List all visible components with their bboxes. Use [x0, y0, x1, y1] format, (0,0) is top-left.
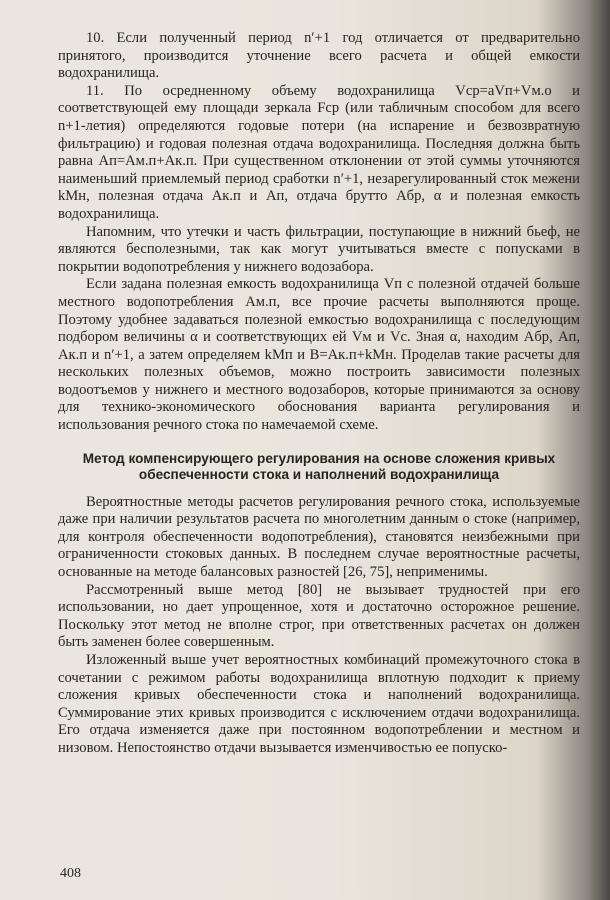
paragraph-10: 10. Если полученный период n′+1 год отличается от предварительно принятого, производится уточнение всего расчета и общей емкости водохранилища. [58, 30, 580, 82]
paragraph-curve-summation: Изложенный выше учет вероятностных комбинаций промежуточного стока в сочетании с режимом работы водохранилища вплотную подходит к приему сложения кривых обеспеченности стока и наполнений водохранилища. Суммирование этих кривых производится с исключением отдачи водохранилища. Его отдача изменяется даже при постоянном водопотреблении и местном и низовом. Непостоянство отдачи вызывается изменчивостью ее попуско- [58, 652, 580, 756]
section-heading: Метод компенсирующего регулирования на основе сложения кривых обеспеченности стока и наполнений водохранилища [82, 450, 556, 483]
paragraph-method-80: Рассмотренный выше метод [80] не вызывает трудностей при его использовании, но дает упрощенное, хотя и достаточно осторожное решение. Поскольку этот метод не вполне строг, при ответственных расчетах он должен быть заменен более совершенным. [58, 581, 580, 651]
page-text [58, 30, 580, 758]
paragraph-losses-note: Напомним, что утечки и часть фильтрации, поступающие в нижний бьеф, не являются бесполезными, так как могут учитываться вместе с попусками в покрытии водопотребления у нижнего водозабора. [58, 223, 580, 275]
page-number: 408 [60, 866, 81, 881]
paragraph-probabilistic-methods: Вероятностные методы расчетов регулирования речного стока, используемые даже при наличии результатов расчета по многолетним данным о стоке (например, для контроля обеспеченности водопотребления), становятся неизбежными при ограниченности стоковых данных. В последнем случае вероятностные расчеты, основанные на методе балансовых разностей [26, 75], неприменимы. [58, 493, 580, 581]
paragraph-11: 11. По осредненному объему водохранилища Vср=aVп+Vм.о и соответствующей ему площади зеркала Fср (или табличным способом для всего n+1-летия) определяются годовые потери (на испарение и безвозвратную фильтрацию) и годовая полезная отдача водохранилища. Последняя должна быть равна Aп=Aм.п+Aк.п. При существенном отклонении от этой суммы уточняются наименьший приемлемый период сработки n′+1, незарегулированный сток межени kMн, полезная отдача Aк.п и Aп, отдача брутто Aбр, α и полезная емкость водохранилища. [58, 82, 580, 222]
paragraph-given-capacity: Если задана полезная емкость водохранилища Vп с полезной отдачей больше местного водопотребления Aм.п, все прочие расчеты выполняются проще. Поэтому удобнее задаваться полезной емкостью водохранилища с последующим подбором величины α и соответствующих ей Vм и Vс. Зная α, находим Aбр, Aп, Aк.п и n′+1, а затем определяем kMп и B=Aк.п+kMн. Проделав такие расчеты для нескольких полезных объемов, можно построить зависимости полезных водоотъемов у нижнего и местного водозаборов, которые принимаются за основу для технико-экономического обоснования варианта регулирования и использования речного стока по намечаемой схеме. [58, 276, 580, 434]
